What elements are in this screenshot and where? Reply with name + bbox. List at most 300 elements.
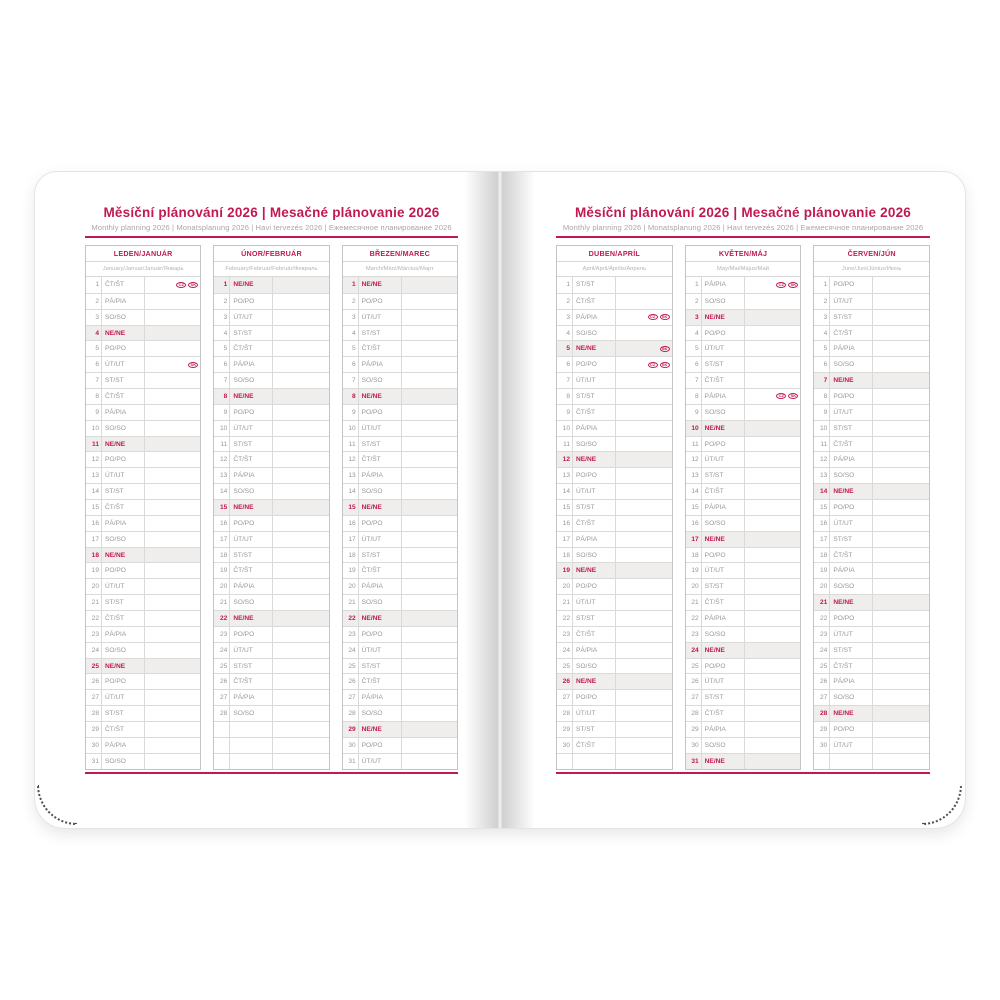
day-notes (745, 516, 801, 531)
day-name: NE/NE (359, 500, 402, 515)
sk-holiday-oval-icon: SK (660, 362, 670, 368)
day-name: PO/PO (359, 627, 402, 642)
day-number: 22 (557, 611, 573, 626)
day-row (214, 436, 328, 452)
day-notes (873, 690, 929, 705)
day-name: NE/NE (359, 389, 402, 404)
day-name: ST/ST (230, 437, 273, 452)
day-number: 24 (214, 643, 230, 658)
day-notes (873, 611, 929, 626)
day-name: ÚT/UT (102, 690, 145, 705)
day-number: 14 (343, 484, 359, 499)
day-name: ČT/ŠT (702, 595, 745, 610)
day-notes (145, 516, 200, 531)
day-number: 16 (86, 516, 102, 531)
day-name: ČT/ŠT (102, 500, 145, 515)
day-name: PO/PO (102, 674, 145, 689)
day-row (557, 689, 672, 705)
day-notes (745, 706, 801, 721)
day-number: 17 (86, 532, 102, 547)
day-row (686, 721, 801, 737)
day-row (86, 404, 200, 420)
day-name: NE/NE (702, 310, 745, 325)
day-name: PÁ/PIA (702, 500, 745, 515)
day-notes (745, 738, 801, 753)
day-notes (273, 326, 328, 341)
day-notes (145, 754, 200, 769)
month-column (685, 245, 802, 770)
day-number: 29 (86, 722, 102, 737)
day-number: 23 (343, 627, 359, 642)
day-row (86, 293, 200, 309)
day-number: 13 (86, 468, 102, 483)
sk-holiday-oval-icon: SK (188, 362, 198, 368)
day-name: PÁ/PIA (359, 690, 402, 705)
day-row (343, 404, 457, 420)
day-row (86, 737, 200, 753)
day-number: 28 (814, 706, 830, 721)
day-notes (145, 484, 200, 499)
day-number: 4 (557, 326, 573, 341)
day-row (343, 293, 457, 309)
day-row (814, 562, 929, 578)
day-row (214, 515, 328, 531)
day-notes (873, 310, 929, 325)
day-row (557, 467, 672, 483)
day-name: ČT/ŠT (359, 674, 402, 689)
day-row (686, 499, 801, 515)
day-number: 17 (557, 532, 573, 547)
day-name: NE/NE (702, 421, 745, 436)
page-title: Měsíční plánování 2026 | Mesačné plánovanie 2026 (574, 205, 912, 220)
day-row (343, 325, 457, 341)
day-notes (145, 643, 200, 658)
day-number: 4 (814, 326, 830, 341)
day-notes (745, 405, 801, 420)
day-name: NE/NE (359, 611, 402, 626)
month-title: ČERVEN/JÚN (814, 246, 929, 262)
day-row (557, 340, 672, 356)
day-name: NE/NE (573, 563, 616, 578)
day-row (814, 309, 929, 325)
day-notes (402, 437, 457, 452)
day-row (214, 388, 328, 404)
day-name: ST/ST (702, 468, 745, 483)
day-notes (616, 611, 672, 626)
day-name: PÁ/PIA (230, 690, 273, 705)
day-number: 13 (814, 468, 830, 483)
day-row (557, 658, 672, 674)
day-row (214, 673, 328, 689)
day-number: 26 (814, 674, 830, 689)
day-number: 2 (814, 294, 830, 309)
day-row (557, 705, 672, 721)
day-notes (745, 579, 801, 594)
day-notes (145, 452, 200, 467)
day-name: ÚT/UT (702, 452, 745, 467)
day-row (86, 547, 200, 563)
day-number: 25 (814, 659, 830, 674)
day-row (686, 467, 801, 483)
day-row (557, 388, 672, 404)
day-notes (145, 659, 200, 674)
day-row (86, 673, 200, 689)
day-number: 5 (214, 341, 230, 356)
day-number: 1 (814, 277, 830, 293)
day-number (814, 754, 830, 769)
cz-holiday-oval-icon: CZ (648, 314, 658, 320)
day-notes (402, 341, 457, 356)
day-name: ČT/ŠT (830, 437, 873, 452)
day-row (214, 531, 328, 547)
day-notes (273, 706, 328, 721)
day-notes (873, 659, 929, 674)
day-row (214, 562, 328, 578)
day-row (814, 642, 929, 658)
day-row (686, 689, 801, 705)
day-number: 11 (86, 437, 102, 452)
day-number: 7 (686, 373, 702, 388)
day-row (343, 689, 457, 705)
day-number: 31 (343, 754, 359, 769)
day-number: 8 (86, 389, 102, 404)
day-row (557, 626, 672, 642)
day-row (686, 515, 801, 531)
day-name: ST/ST (702, 690, 745, 705)
day-number: 26 (557, 674, 573, 689)
day-row (686, 753, 801, 769)
day-name: ÚT/UT (702, 563, 745, 578)
day-number: 27 (814, 690, 830, 705)
day-number: 21 (214, 595, 230, 610)
top-rule (85, 236, 458, 238)
day-number: 17 (343, 532, 359, 547)
day-name: ČT/ŠT (573, 405, 616, 420)
day-notes (145, 326, 200, 341)
day-notes (745, 690, 801, 705)
day-row (86, 642, 200, 658)
day-number: 6 (814, 357, 830, 372)
day-number: 25 (343, 659, 359, 674)
day-notes (745, 595, 801, 610)
day-row (814, 658, 929, 674)
day-notes (873, 437, 929, 452)
day-number: 25 (86, 659, 102, 674)
day-notes (745, 421, 801, 436)
day-notes (873, 516, 929, 531)
day-name: SO/SO (102, 754, 145, 769)
day-name: PÁ/PIA (702, 277, 745, 293)
day-number: 13 (343, 468, 359, 483)
day-number: 9 (214, 405, 230, 420)
day-row (214, 420, 328, 436)
day-notes (145, 405, 200, 420)
day-row (814, 293, 929, 309)
day-notes (402, 659, 457, 674)
sk-holiday-oval-icon: SK (660, 346, 670, 352)
day-name: NE/NE (830, 706, 873, 721)
day-name: SO/SO (702, 516, 745, 531)
day-notes (402, 277, 457, 293)
day-notes (273, 516, 328, 531)
day-name: PÁ/PIA (702, 722, 745, 737)
day-name (230, 738, 273, 753)
day-number: 9 (814, 405, 830, 420)
day-row (214, 705, 328, 721)
day-notes (273, 595, 328, 610)
day-name: PO/PO (573, 468, 616, 483)
day-name: SO/SO (702, 405, 745, 420)
day-notes (273, 277, 328, 293)
day-notes (616, 643, 672, 658)
day-row (686, 293, 801, 309)
day-row (557, 404, 672, 420)
day-number: 15 (214, 500, 230, 515)
day-name: PÁ/PIA (102, 627, 145, 642)
day-name: ST/ST (102, 595, 145, 610)
day-row (557, 737, 672, 753)
day-notes (873, 277, 929, 293)
day-notes (402, 674, 457, 689)
day-number: 11 (214, 437, 230, 452)
day-notes (145, 627, 200, 642)
day-number: 29 (343, 722, 359, 737)
day-notes (616, 579, 672, 594)
day-row (686, 562, 801, 578)
day-notes (873, 548, 929, 563)
day-number: 10 (686, 421, 702, 436)
page-left (35, 172, 500, 828)
day-notes (616, 659, 672, 674)
day-notes (145, 341, 200, 356)
day-row (343, 451, 457, 467)
day-notes (402, 754, 457, 769)
day-row (343, 578, 457, 594)
day-notes (273, 579, 328, 594)
day-row (686, 705, 801, 721)
day-notes (616, 437, 672, 452)
day-name: NE/NE (102, 437, 145, 452)
day-name: ÚT/UT (230, 310, 273, 325)
day-number: 14 (814, 484, 830, 499)
day-notes (273, 310, 328, 325)
day-notes (745, 532, 801, 547)
day-name: ČT/ŠT (702, 373, 745, 388)
cz-holiday-oval-icon: CZ (776, 393, 786, 399)
day-row (557, 531, 672, 547)
day-name: NE/NE (573, 452, 616, 467)
day-notes (745, 326, 801, 341)
day-name: ST/ST (702, 579, 745, 594)
day-name: SO/SO (830, 690, 873, 705)
day-row (814, 705, 929, 721)
day-number: 19 (814, 563, 830, 578)
day-row (814, 594, 929, 610)
day-number: 2 (214, 294, 230, 309)
day-name: ÚT/UT (359, 643, 402, 658)
day-notes (873, 373, 929, 388)
day-name: ST/ST (359, 326, 402, 341)
day-name: ÚT/UT (230, 532, 273, 547)
day-notes (873, 674, 929, 689)
day-notes (273, 341, 328, 356)
day-notes (273, 611, 328, 626)
day-row (343, 277, 457, 293)
day-name: PO/PO (230, 294, 273, 309)
day-name: PÁ/PIA (573, 532, 616, 547)
day-number: 28 (343, 706, 359, 721)
day-notes (145, 421, 200, 436)
day-notes (873, 563, 929, 578)
day-notes (745, 341, 801, 356)
day-name: ST/ST (573, 277, 616, 293)
day-name: SO/SO (830, 579, 873, 594)
day-row (557, 515, 672, 531)
day-notes (273, 405, 328, 420)
day-row (686, 340, 801, 356)
cz-holiday-oval-icon: CZ (176, 282, 186, 288)
months-left (85, 245, 458, 770)
day-notes (616, 294, 672, 309)
day-name: ST/ST (230, 548, 273, 563)
day-notes (616, 484, 672, 499)
day-name: PO/PO (102, 452, 145, 467)
day-number (214, 754, 230, 769)
day-name: PÁ/PIA (359, 468, 402, 483)
day-row (214, 451, 328, 467)
day-notes (873, 341, 929, 356)
month-title: KVĚTEN/MÁJ (686, 246, 801, 262)
day-row (814, 753, 929, 769)
day-notes (402, 310, 457, 325)
day-number: 11 (686, 437, 702, 452)
day-name: PÁ/PIA (102, 294, 145, 309)
day-number: 18 (343, 548, 359, 563)
page-subtitle: Monthly planning 2026 | Monatsplanung 2026 | Havi tervezés 2026 | Ежемесячное планирование 2026 (91, 223, 452, 232)
day-name (830, 754, 873, 769)
day-row (814, 689, 929, 705)
day-row (343, 626, 457, 642)
day-row (557, 420, 672, 436)
day-number: 18 (86, 548, 102, 563)
day-row (86, 578, 200, 594)
day-notes (616, 627, 672, 642)
day-number: 13 (214, 468, 230, 483)
day-row (814, 578, 929, 594)
day-name: PÁ/PIA (230, 579, 273, 594)
day-number: 8 (343, 389, 359, 404)
day-number: 9 (343, 405, 359, 420)
day-row (814, 372, 929, 388)
day-name: NE/NE (830, 484, 873, 499)
day-name: PÁ/PIA (102, 516, 145, 531)
day-number: 28 (214, 706, 230, 721)
day-row (686, 372, 801, 388)
day-notes (873, 706, 929, 721)
day-number: 15 (814, 500, 830, 515)
day-name: ST/ST (102, 484, 145, 499)
day-name: PO/PO (230, 516, 273, 531)
day-name: PO/PO (702, 548, 745, 563)
day-name: NE/NE (702, 532, 745, 547)
day-row (343, 594, 457, 610)
day-row (814, 483, 929, 499)
day-notes (745, 627, 801, 642)
day-notes (273, 421, 328, 436)
day-notes (402, 500, 457, 515)
month-column (342, 245, 458, 770)
day-number: 27 (86, 690, 102, 705)
day-number: 23 (86, 627, 102, 642)
day-number: 22 (814, 611, 830, 626)
day-number: 31 (86, 754, 102, 769)
day-number: 5 (814, 341, 830, 356)
day-notes (873, 643, 929, 658)
day-name: SO/SO (702, 627, 745, 642)
day-notes (402, 484, 457, 499)
day-name: ČT/ŠT (573, 516, 616, 531)
day-name: SO/SO (359, 373, 402, 388)
day-name: ST/ST (573, 500, 616, 515)
day-number: 14 (686, 484, 702, 499)
day-row (86, 594, 200, 610)
day-row (814, 356, 929, 372)
day-notes (873, 627, 929, 642)
day-name: ÚT/UT (573, 595, 616, 610)
day-number: 12 (557, 452, 573, 467)
day-row (86, 705, 200, 721)
day-number: 3 (343, 310, 359, 325)
day-notes (873, 421, 929, 436)
day-name: NE/NE (230, 611, 273, 626)
day-name: SO/SO (830, 468, 873, 483)
day-name: NE/NE (230, 277, 273, 293)
month-days (814, 277, 929, 769)
day-number: 10 (814, 421, 830, 436)
day-notes (745, 659, 801, 674)
day-notes (873, 754, 929, 769)
day-notes (145, 357, 200, 372)
day-notes (273, 373, 328, 388)
day-name: SO/SO (702, 738, 745, 753)
day-row (214, 467, 328, 483)
day-row (214, 689, 328, 705)
day-name: ÚT/UT (573, 706, 616, 721)
day-name: SO/SO (102, 643, 145, 658)
day-notes (145, 294, 200, 309)
day-number: 26 (214, 674, 230, 689)
day-notes (873, 722, 929, 737)
day-row (814, 626, 929, 642)
day-number: 4 (343, 326, 359, 341)
day-notes (873, 484, 929, 499)
day-name: ÚT/UT (230, 421, 273, 436)
day-row (686, 658, 801, 674)
day-name: PO/PO (830, 722, 873, 737)
day-number: 22 (86, 611, 102, 626)
day-row (686, 420, 801, 436)
bottom-rule (556, 772, 930, 774)
day-name: ST/ST (830, 421, 873, 436)
day-number: 16 (343, 516, 359, 531)
day-row (814, 721, 929, 737)
day-notes (873, 595, 929, 610)
day-row (814, 610, 929, 626)
day-notes (402, 405, 457, 420)
day-notes (873, 738, 929, 753)
day-name: ČT/ŠT (102, 277, 145, 293)
day-row (214, 356, 328, 372)
